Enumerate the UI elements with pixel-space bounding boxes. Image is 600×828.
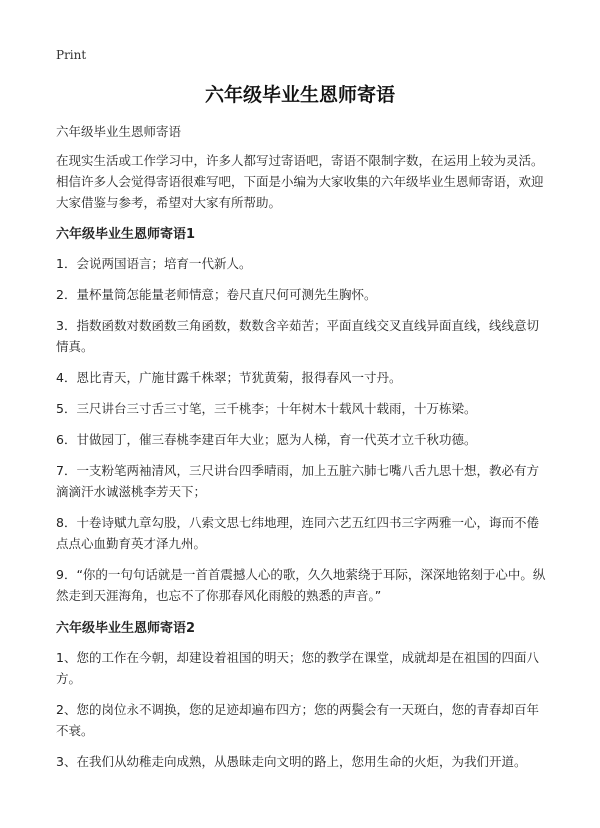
article-body xyxy=(56,121,548,782)
page-title: 六年级毕业生恩师寄语 xyxy=(204,84,395,106)
list-item: 3．指数函数对数函数三角函数，数数含辛茹苦；平面直线交叉直线异面直线，线线意切情真。 xyxy=(56,318,539,354)
list-item: 2．量杯量筒怎能量老师情意；卷尺直尺何可测先生胸怀。 xyxy=(56,287,377,302)
section-heading-2: 六年级毕业生恩师寄语2 xyxy=(56,621,196,636)
list-item: 1、您的工作在今朝，却建设着祖国的明天；您的教学在课堂，成就却是在祖国的四面八方。 xyxy=(56,650,539,686)
print-link[interactable]: Print xyxy=(56,48,87,62)
list-item: 4．恩比青天，广施甘露千株翠；节犹黄菊，报得春风一寸丹。 xyxy=(56,370,402,385)
list-item: 5．三尺讲台三寸舌三寸笔，三千桃李；十年树木十载风十载雨，十万栋梁。 xyxy=(56,401,477,416)
article-subtitle: 六年级毕业生恩师寄语 xyxy=(56,124,182,139)
intro-paragraph: 在现实生活或工作学习中，许多人都写过寄语吧，寄语不限制字数，在运用上较为灵活。相信许多人会觉得寄语很难写吧，下面是小编为大家收集的六年级毕业生恩师寄语，欢迎大家借鉴与参考，希望对大家有所帮助。 xyxy=(56,153,544,210)
list-item: 7．一支粉笔两袖清风，三尺讲台四季晴雨，加上五脏六肺七嘴八舌九思十想，教必有方滴滴汗水诚滋桃李芳天下； xyxy=(56,463,539,499)
list-item: 6．甘做园丁，催三春桃李建百年大业；愿为人梯，育一代英才立千秋功德。 xyxy=(56,432,477,447)
section-heading-1: 六年级毕业生恩师寄语1 xyxy=(56,227,196,242)
list-item: 9．“你的一句句话就是一首首震撼人心的歌，久久地萦绕于耳际，深深地铭刻于心中。纵然走到天涯海角，也忘不了你那春风化雨般的熟悉的声音。” xyxy=(56,567,546,603)
list-item: 2、您的岗位永不调换，您的足迹却遍布四方；您的两鬓会有一天斑白，您的青春却百年不衰。 xyxy=(56,702,539,738)
list-item: 8．十卷诗赋九章勾股，八索文思七纬地理，连同六艺五红四书三字两雅一心，诲而不倦点点心血勤育英才泽九州。 xyxy=(56,515,539,551)
list-item: 1．会说两国语言；培育一代新人。 xyxy=(56,256,252,271)
list-item: 3、在我们从幼稚走向成熟，从愚昧走向文明的路上，您用生命的火炬，为我们开道。 xyxy=(56,754,527,769)
